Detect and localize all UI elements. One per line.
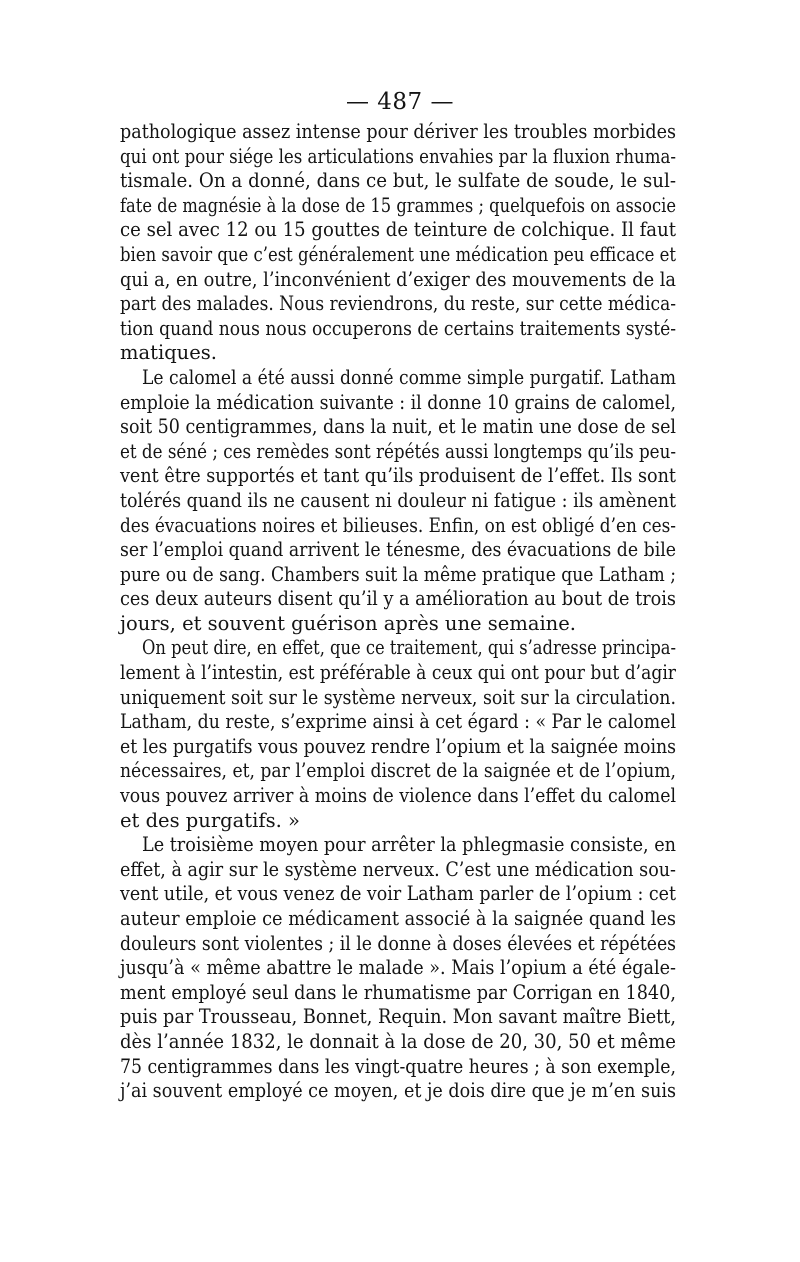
text-line-content: emploie la médication suivante : il donne 10 grains de calomel,: [120, 390, 676, 414]
text-line: [120, 735, 676, 760]
text-line-content: part des malades. Nous reviendrons, du reste, sur cette médica-: [120, 292, 676, 316]
text-line: [120, 145, 676, 170]
text-line: [120, 1055, 676, 1080]
text-line-content: matiques.: [120, 341, 217, 365]
text-line: [120, 882, 676, 907]
text-line-content: tolérés quand ils ne causent ni douleur ni fatigue : ils amènent: [120, 488, 676, 512]
text-line-content: On peut dire, en effet, que ce traitement, qui s’adresse principa-: [142, 636, 676, 660]
text-line: [120, 120, 676, 145]
text-line-content: pathologique assez intense pour dériver les troubles morbides: [120, 120, 676, 143]
text-line: [120, 440, 676, 465]
text-line: [120, 809, 676, 834]
text-line: [120, 1030, 676, 1055]
text-line-content: ces deux auteurs disent qu’il y a amélioration au bout de trois: [120, 587, 676, 611]
text-line-content: nécessaires, et, par l’emploi discret de la saignée et de l’opium,: [120, 759, 676, 783]
text-line: [120, 489, 676, 514]
text-line-content: auteur emploie ce médicament associé à la saignée quand les: [120, 907, 676, 930]
text-line-content: j’ai souvent employé ce moyen, et je dois dire que je m’en suis: [120, 1079, 676, 1103]
text-line-content: vous pouvez arriver à moins de violence dans l’effet du calomel: [120, 784, 676, 808]
text-line: [120, 169, 676, 194]
text-line: [120, 538, 676, 563]
text-line-content: tion quand nous nous occuperons de certains traitements systé-: [120, 316, 676, 340]
text-line-content: effet, à agir sur le système nerveux. C’est une médication sou-: [120, 857, 676, 881]
text-line: [120, 341, 676, 366]
page-number: — 487 —: [345, 89, 455, 115]
text-line: [120, 686, 676, 711]
text-line-content: 75 centigrammes dans les vingt-quatre heures ; à son exemple,: [120, 1054, 676, 1078]
text-line: [120, 292, 676, 317]
text-line-content: pure ou de sang. Chambers suit la même pratique que Latham ;: [120, 562, 676, 586]
text-line-content: tismale. On a donné, dans ce but, le sulfate de soude, le sul-: [120, 169, 676, 193]
text-line-content: jusqu’à « même abattre le malade ». Mais l’opium a été égale-: [120, 956, 676, 980]
text-line-content: douleurs sont violentes ; il le donne à doses élevées et répétées: [120, 931, 676, 955]
text-line-content: Latham, du reste, s’exprime ainsi à cet égard : « Par le calomel: [120, 710, 676, 734]
text-line: [120, 710, 676, 735]
text-line-content: qui ont pour siége les articulations envahies par la fluxion rhuma-: [120, 144, 676, 168]
text-line: [120, 415, 676, 440]
text-line: [120, 833, 676, 858]
text-line: [120, 317, 676, 342]
text-line-content: bien savoir que c’est généralement une médication peu efficace et: [120, 242, 676, 266]
text-line-content: soit 50 centigrammes, dans la nuit, et le matin une dose de sel: [120, 415, 676, 439]
text-line-content: uniquement soit sur le système nerveux, soit sur la circulation.: [120, 685, 676, 709]
text-line-content: et les purgatifs vous pouvez rendre l’opium et la saignée moins: [120, 734, 676, 758]
text-line: [120, 612, 676, 637]
text-line: [120, 981, 676, 1006]
text-line: [120, 268, 676, 293]
text-line: [120, 907, 676, 932]
text-line-content: Le calomel a été aussi donné comme simple purgatif. Latham: [142, 365, 676, 389]
text-line: [120, 366, 676, 391]
text-line: [120, 514, 676, 539]
text-line-content: qui a, en outre, l’inconvénient d’exiger des mouvements de la: [120, 267, 676, 291]
text-line: [120, 391, 676, 416]
text-line-content: ment employé seul dans le rhumatisme par Corrigan en 1840,: [120, 980, 676, 1004]
text-line-content: dès l’année 1832, le donnait à la dose de 20, 30, 50 et même: [120, 1029, 676, 1053]
text-line: [120, 661, 676, 686]
text-line-content: des évacuations noires et bilieuses. Enfin, on est obligé d’en ces-: [120, 513, 676, 537]
text-line: [120, 1079, 676, 1104]
text-line: [120, 464, 676, 489]
text-line: [120, 243, 676, 268]
text-line-content: lement à l’intestin, est préférable à ceux qui ont pour but d’agir: [120, 661, 676, 685]
text-line: [120, 759, 676, 784]
text-line-content: fate de magnésie à la dose de 15 grammes ; quelquefois on associe: [120, 193, 676, 217]
text-line-content: jours, et souvent guérison après une semaine.: [120, 611, 576, 635]
text-line-content: Le troisième moyen pour arrêter la phlegmasie consiste, en: [142, 833, 676, 857]
text-line: [120, 587, 676, 612]
text-line: [120, 636, 676, 661]
text-line-content: et des purgatifs. »: [120, 808, 300, 832]
text-line: [120, 218, 676, 243]
text-line: [120, 858, 676, 883]
text-line: [120, 784, 676, 809]
text-line-content: vent utile, et vous venez de voir Latham parler de l’opium : cet: [120, 882, 676, 906]
text-line-content: et de séné ; ces remèdes sont répétés aussi longtemps qu’ils peu-: [120, 439, 676, 463]
body-text: [120, 120, 676, 1104]
text-line-content: puis par Trousseau, Bonnet, Requin. Mon savant maître Biett,: [120, 1005, 676, 1029]
text-line: [120, 194, 676, 219]
text-line: [120, 932, 676, 957]
text-line-content: ser l’emploi quand arrivent le ténesme, des évacuations de bile: [120, 538, 676, 562]
text-line-content: vent être supportés et tant qu’ils produisent de l’effet. Ils sont: [120, 464, 676, 488]
text-line-content: ce sel avec 12 ou 15 gouttes de teinture de colchique. Il faut: [120, 218, 676, 242]
text-line: [120, 563, 676, 588]
text-line: [120, 1005, 676, 1030]
text-line: [120, 956, 676, 981]
